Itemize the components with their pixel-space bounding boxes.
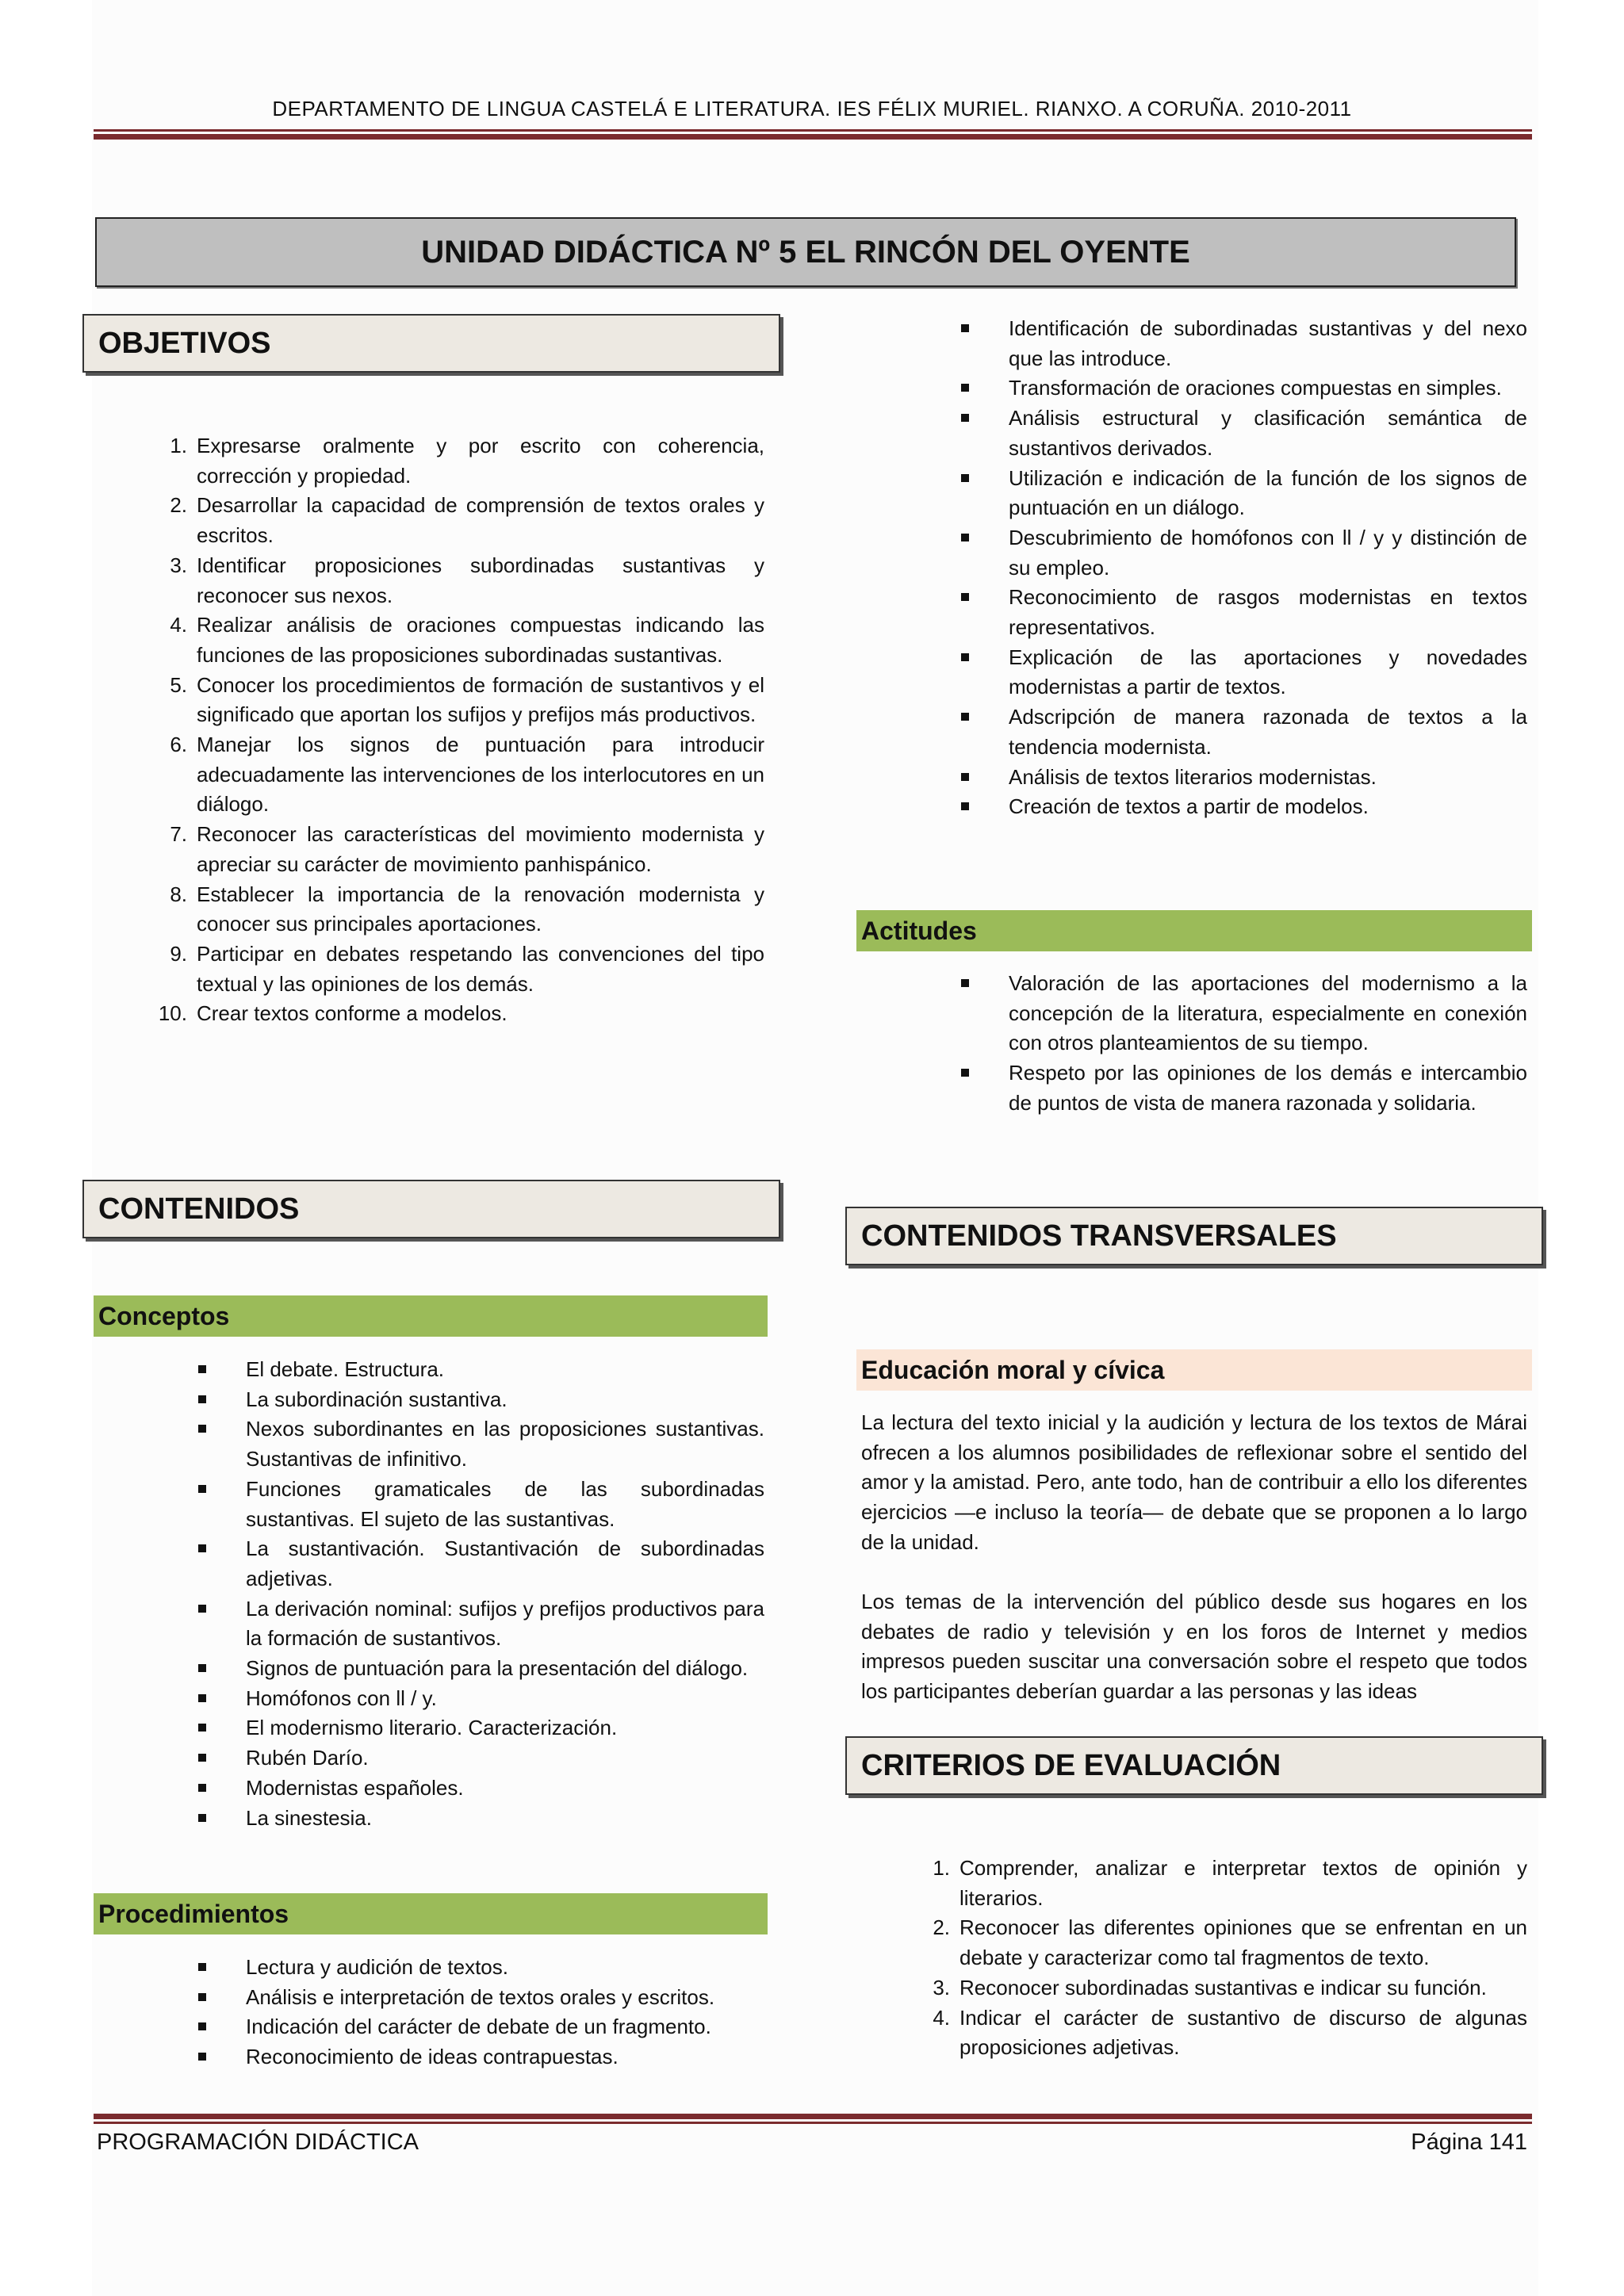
list-item: Utilización e indicación de la función de los signos de puntuación en un diálogo. bbox=[1009, 464, 1527, 523]
page-number: Página 141 bbox=[1411, 2130, 1527, 2155]
bullet-icon bbox=[198, 1784, 206, 1792]
list-item: 5. Conocer los procedimientos de formación de sustantivos y el significado que aportan los sufijos y prefijos más productivos. bbox=[170, 672, 764, 727]
section-transversales bbox=[845, 1207, 1543, 1265]
list-item: Valoración de las aportaciones del modernismo a la concepción de la literatura, especialmente en conexión con otros planteamientos de su tiempo. bbox=[1009, 969, 1527, 1058]
list-item: La subordinación sustantiva. bbox=[246, 1385, 764, 1415]
bullet-icon bbox=[961, 773, 969, 781]
bullet-icon bbox=[198, 1485, 206, 1493]
section-title: CRITERIOS DE EVALUACIÓN bbox=[861, 1748, 1281, 1782]
list-item: Análisis estructural y clasificación semántica de sustantivos derivados. bbox=[1009, 404, 1527, 463]
list-item: Signos de puntuación para la presentación del diálogo. bbox=[246, 1654, 764, 1684]
list-item: 4. Realizar análisis de oraciones compuestas indicando las funciones de las proposiciones subordinadas sustantivas. bbox=[170, 613, 764, 667]
criterios-list bbox=[933, 1854, 1527, 2063]
list-item: La sustantivación. Sustantivación de subordinadas adjetivas. bbox=[246, 1534, 764, 1594]
list-item: Explicación de las aportaciones y novedades modernistas a partir de textos. bbox=[1009, 643, 1527, 702]
bullet-icon bbox=[198, 2053, 206, 2061]
bullet-icon bbox=[961, 593, 969, 601]
list-item: 6. Manejar los signos de puntuación para introducir adecuadamente las intervenciones de los interlocutores en un diálogo. bbox=[170, 733, 764, 817]
section-title: OBJETIVOS bbox=[98, 326, 271, 360]
unit-title: UNIDAD DIDÁCTICA Nº 5 EL RINCÓN DEL OYENTE bbox=[95, 217, 1516, 287]
list-item: 2. Reconocer las diferentes opiniones que se enfrentan en un debate y caracterizar como tal fragmentos de texto. bbox=[933, 1915, 1527, 1970]
bullet-icon bbox=[198, 1993, 206, 2001]
list-item: Análisis de textos literarios modernistas. bbox=[1009, 763, 1527, 793]
bullet-icon bbox=[961, 384, 969, 392]
list-item: Identificación de subordinadas sustantivas y del nexo que las introduce. bbox=[1009, 314, 1527, 373]
bullet-icon bbox=[198, 1664, 206, 1672]
list-item: Nexos subordinantes en las proposiciones sustantivas. Sustantivas de infinitivo. bbox=[246, 1414, 764, 1474]
list-item: El modernismo literario. Caracterización. bbox=[246, 1713, 764, 1743]
conceptos-list bbox=[246, 1355, 764, 1833]
bullet-icon bbox=[961, 414, 969, 422]
bullet-icon bbox=[961, 534, 969, 541]
bullet-icon bbox=[961, 713, 969, 721]
header-rule bbox=[94, 129, 1532, 140]
list-item: 9. Participar en debates respetando las convenciones del tipo textual y las opiniones de los demás. bbox=[170, 941, 764, 996]
page-margin bbox=[0, 0, 92, 2296]
bullet-icon bbox=[198, 1605, 206, 1613]
bullet-icon bbox=[198, 1724, 206, 1732]
section-objetivos bbox=[82, 314, 780, 373]
section-title: CONTENIDOS bbox=[98, 1192, 300, 1226]
transversales-paragraph-2: Los temas de la intervención del público desde sus hogares en los debates de radio y televisión y en los foros de Internet y medios impresos pueden suscitar una conversación sobre el respeto que todos los participantes deberían guardar a las personas y las ideas bbox=[861, 1590, 1527, 1704]
bullet-icon bbox=[961, 653, 969, 661]
subsection-conceptos: Conceptos bbox=[94, 1295, 768, 1337]
subsection-procedimientos: Procedimientos bbox=[94, 1893, 768, 1934]
list-item: 1. Comprender, analizar e interpretar textos de opinión y literarios. bbox=[933, 1856, 1527, 1910]
list-item: 4. Indicar el carácter de sustantivo de discurso de algunas proposiciones adjetivas. bbox=[933, 2005, 1527, 2060]
bullet-icon bbox=[198, 1395, 206, 1403]
list-item: 3. Reconocer subordinadas sustantivas e indicar su función. bbox=[933, 1975, 1487, 1999]
footer-rule bbox=[94, 2114, 1532, 2124]
list-item: Homófonos con ll / y. bbox=[246, 1684, 764, 1714]
list-item: Reconocimiento de rasgos modernistas en textos representativos. bbox=[1009, 583, 1527, 642]
bullet-icon bbox=[961, 802, 969, 810]
subsection-actitudes: Actitudes bbox=[856, 910, 1532, 951]
section-contenidos bbox=[82, 1180, 780, 1238]
list-item: 10. Crear textos conforme a modelos. bbox=[158, 1001, 508, 1026]
list-item: Transformación de oraciones compuestas en simples. bbox=[1009, 373, 1527, 404]
list-item: Creación de textos a partir de modelos. bbox=[1009, 792, 1527, 822]
bullet-icon bbox=[198, 1963, 206, 1971]
list-item: Modernistas españoles. bbox=[246, 1774, 764, 1804]
list-item: El debate. Estructura. bbox=[246, 1355, 764, 1385]
procedimientos-list-continued bbox=[1009, 314, 1527, 822]
transversales-paragraph-1: La lectura del texto inicial y la audición y lectura de los textos de Márai ofrecen a los alumnos posibilidades de reflexionar sobre el sentido del amor y la amistad. Pero, ante todo, han de contribuir a ello los diferentes ejercicios —e incluso la teoría— de debate que se proponen a lo largo de la unidad. bbox=[861, 1410, 1527, 1554]
bullet-icon bbox=[198, 1694, 206, 1702]
list-item: 7. Reconocer las características del movimiento modernista y apreciar su carácter de movimiento panhispánico. bbox=[170, 822, 764, 876]
list-item: Reconocimiento de ideas contrapuestas. bbox=[246, 2042, 764, 2072]
bullet-icon bbox=[961, 979, 969, 987]
bullet-icon bbox=[198, 2022, 206, 2030]
list-item: Indicación del carácter de debate de un fragmento. bbox=[246, 2012, 764, 2042]
list-item: 3. Identificar proposiciones subordinadas sustantivas y reconocer sus nexos. bbox=[170, 553, 764, 607]
list-item: 8. Establecer la importancia de la renovación modernista y conocer sus principales aportaciones. bbox=[170, 882, 764, 936]
bullet-icon bbox=[198, 1544, 206, 1552]
footer-title: PROGRAMACIÓN DIDÁCTICA bbox=[97, 2130, 419, 2155]
list-item: Descubrimiento de homófonos con ll / y y distinción de su empleo. bbox=[1009, 523, 1527, 583]
list-item: 2. Desarrollar la capacidad de comprensión de textos orales y escritos. bbox=[170, 493, 764, 548]
objetivos-list bbox=[158, 431, 764, 1029]
list-item: Funciones gramaticales de las subordinadas sustantivas. El sujeto de las sustantivas. bbox=[246, 1475, 764, 1534]
bullet-icon bbox=[961, 1069, 969, 1077]
list-item: Adscripción de manera razonada de textos a la tendencia modernista. bbox=[1009, 702, 1527, 762]
list-item: Análisis e interpretación de textos orales y escritos. bbox=[246, 1983, 764, 2013]
page-header: DEPARTAMENTO DE LINGUA CASTELÁ E LITERATURA. IES FÉLIX MURIEL. RIANXO. A CORUÑA. 2010-2011 bbox=[272, 97, 1352, 121]
bullet-icon bbox=[198, 1365, 206, 1373]
bullet-icon bbox=[961, 324, 969, 332]
section-criterios bbox=[845, 1736, 1543, 1795]
bullet-icon bbox=[198, 1754, 206, 1762]
subsection-educacion-moral: Educación moral y cívica bbox=[856, 1349, 1532, 1391]
bullet-icon bbox=[198, 1425, 206, 1433]
list-item: Rubén Darío. bbox=[246, 1743, 764, 1774]
section-title: CONTENIDOS TRANSVERSALES bbox=[861, 1219, 1337, 1253]
actitudes-list bbox=[1009, 969, 1527, 1119]
bullet-icon bbox=[961, 474, 969, 482]
bullet-icon bbox=[198, 1814, 206, 1822]
list-item: La sinestesia. bbox=[246, 1804, 764, 1834]
procedimientos-list bbox=[246, 1953, 764, 2072]
list-item: 1. Expresarse oralmente y por escrito con coherencia, corrección y propiedad. bbox=[170, 434, 764, 488]
list-item: La derivación nominal: sufijos y prefijos productivos para la formación de sustantivos. bbox=[246, 1594, 764, 1654]
list-item: Respeto por las opiniones de los demás e intercambio de puntos de vista de manera razonada y solidaria. bbox=[1009, 1058, 1527, 1118]
list-item: Lectura y audición de textos. bbox=[246, 1953, 764, 1983]
